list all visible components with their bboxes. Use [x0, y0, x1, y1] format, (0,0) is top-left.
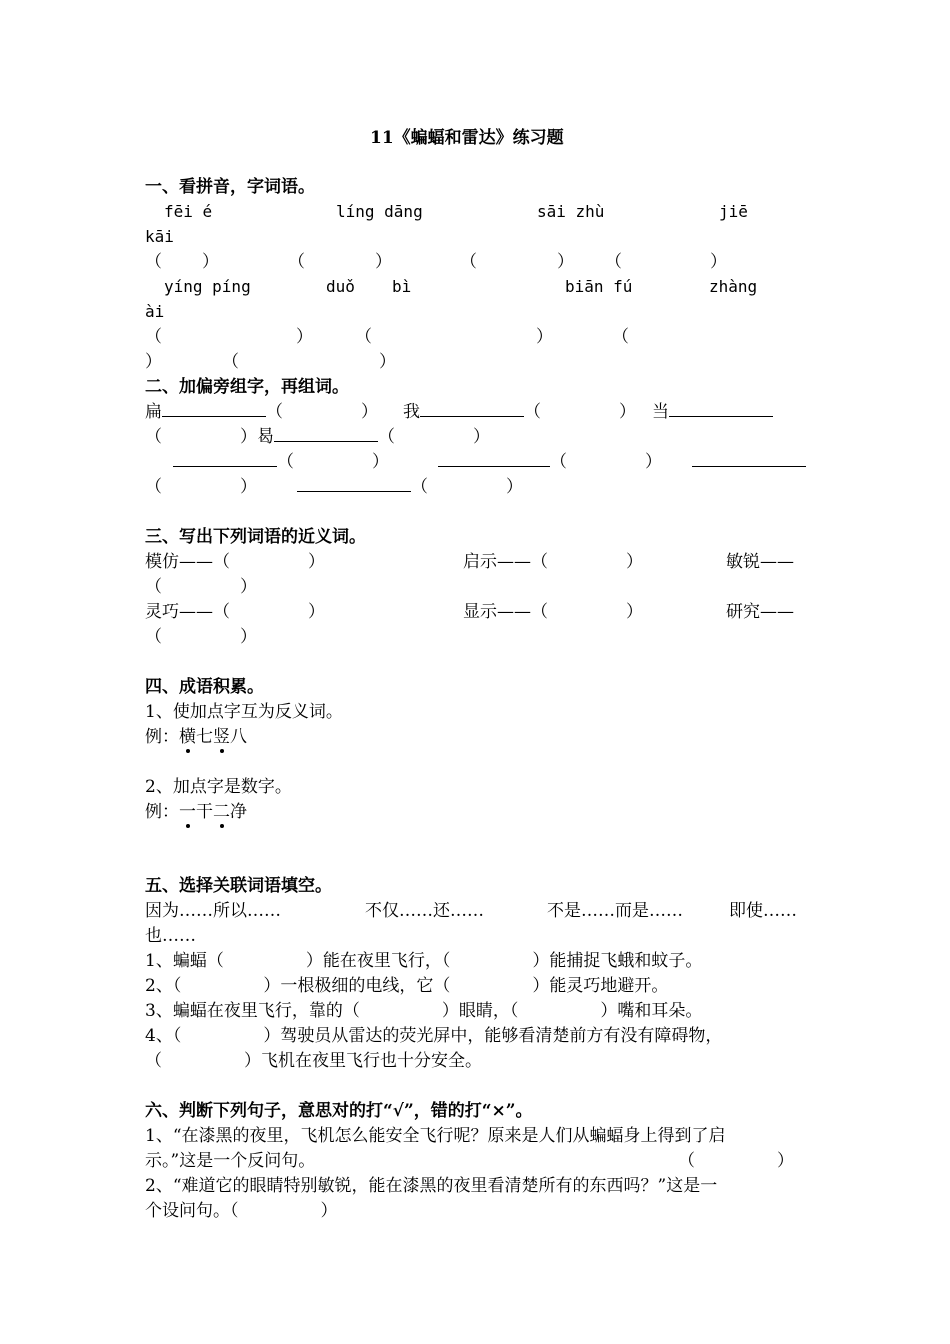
fill-sentence-3: 3、蝙蝠在夜里飞行，靠的（ ）眼睛，（ ）嘴和耳朵。 — [145, 1001, 703, 1021]
synonym-xianshi: 显示——（ ） — [463, 602, 643, 622]
conjunction-option-3: 不是……而是…… — [547, 901, 683, 921]
section-3-heading: 三、写出下列词语的近义词。 — [145, 527, 366, 547]
radical-row-3c — [692, 452, 806, 472]
page-title: 11《蝙蝠和雷达》练习题 — [370, 128, 564, 148]
answer-blank-7-open[interactable]: （ — [612, 327, 629, 347]
synonym-lingqiao: 灵巧——（ ） — [145, 602, 325, 622]
synonym-minrui: 敏锐—— — [726, 552, 794, 572]
judge-question-1-wrap: 示。”这是一个反问句。 — [145, 1151, 316, 1171]
idiom-example-1: 例：横七竖八 — [145, 727, 247, 747]
radical-row-3a: （ ） — [173, 452, 389, 472]
pinyin-kai: kāi — [145, 227, 174, 246]
section-2-heading: 二、加偏旁组字，再组词。 — [145, 377, 349, 397]
radical-blank-4[interactable] — [274, 427, 378, 442]
pinyin-bi: bì — [392, 277, 412, 296]
char-bian: 扁 — [145, 402, 162, 422]
radical-blank-2[interactable] — [420, 402, 524, 417]
radical-blank-5[interactable] — [173, 452, 277, 467]
section-6-heading: 六、判断下列句子，意思对的打“√”，错的打“×”。 — [145, 1101, 533, 1121]
synonym-minrui-blank[interactable]: （ ） — [145, 577, 257, 597]
synonym-yanjiu: 研究—— — [726, 602, 794, 622]
answer-blank-6[interactable]: （ ） — [355, 327, 553, 347]
radical-row-2: （ ）曷 （ ） — [145, 427, 490, 447]
answer-blank-4[interactable]: （ ） — [605, 252, 727, 272]
radical-blank-8[interactable] — [297, 477, 411, 492]
conjunction-option-4-wrap: 也…… — [145, 926, 196, 946]
section-1-heading: 一、看拼音，字词语。 — [145, 177, 315, 197]
pinyin-duo: duǒ — [326, 277, 355, 296]
synonym-yanjiu-blank[interactable]: （ ） — [145, 627, 257, 647]
pinyin-lingdang: líng dāng — [336, 202, 423, 221]
radical-blank-3[interactable] — [669, 402, 773, 417]
radical-blank-6[interactable] — [438, 452, 550, 467]
radical-row-1c — [652, 402, 773, 422]
char-he: 曷 — [257, 427, 274, 447]
radical-row-3b: （ ） — [438, 452, 662, 472]
pinyin-saizhu: sāi zhù — [537, 202, 605, 221]
section-4-heading: 四、成语积累。 — [145, 677, 264, 697]
fill-sentence-4: 4、（ ）驾驶员从雷达的荧光屏中，能够看清楚前方有没有障碍物， — [145, 1026, 723, 1046]
idiom-question-2: 2、加点字是数字。 — [145, 777, 292, 797]
judge-question-2: 2、“难道它的眼睛特别敏锐，能在漆黑的夜里看清楚所有的东西吗？”这是一 — [145, 1176, 718, 1196]
char-dang: 当 — [652, 402, 669, 422]
answer-blank-5[interactable]: （ ） — [145, 327, 313, 347]
answer-blank-8[interactable]: （ ） — [222, 352, 396, 372]
pinyin-jie: jiē — [719, 202, 748, 221]
char-wo: 我 — [403, 402, 420, 422]
answer-blank-2[interactable]: （ ） — [288, 252, 392, 272]
pinyin-ai: ài — [145, 302, 165, 321]
idiom-question-1: 1、使加点字互为反义词。 — [145, 702, 343, 722]
judge-question-2-wrap: 个设问句。（ ） — [145, 1201, 338, 1221]
section-5-heading: 五、选择关联词语填空。 — [145, 876, 332, 896]
radical-blank-7[interactable] — [692, 452, 806, 467]
answer-blank-1[interactable]: （ ） — [145, 252, 219, 272]
conjunction-option-2: 不仅……还…… — [365, 901, 484, 921]
radical-blank-1[interactable] — [162, 402, 266, 417]
conjunction-option-4: 即使…… — [729, 901, 797, 921]
judge-answer-1[interactable]: （ ） — [678, 1151, 794, 1171]
pinyin-bianfu: biān fú — [565, 277, 633, 296]
answer-blank-3[interactable]: （ ） — [460, 252, 574, 272]
radical-row-4: （ ） （ ） — [145, 477, 523, 497]
pinyin-zhang: zhàng — [709, 277, 758, 296]
fill-sentence-4-wrap: （ ）飞机在夜里飞行也十分安全。 — [145, 1051, 482, 1071]
radical-row-1: 扁 （ ） — [145, 402, 378, 422]
idiom-example-2: 例：一干二净 — [145, 802, 247, 822]
answer-blank-7-close[interactable]: ） — [145, 352, 162, 372]
judge-question-1: 1、“在漆黑的夜里，飞机怎么能安全飞行呢？原来是人们从蝙蝠身上得到了启 — [145, 1126, 726, 1146]
synonym-qishi: 启示——（ ） — [463, 552, 643, 572]
pinyin-feie: fēi é — [164, 202, 213, 221]
conjunction-option-1: 因为……所以…… — [145, 901, 281, 921]
synonym-mofang: 模仿——（ ） — [145, 552, 325, 572]
fill-sentence-1: 1、蝙蝠（ ）能在夜里飞行，（ ）能捕捉飞蛾和蚊子。 — [145, 951, 703, 971]
pinyin-yingping: yíng píng — [164, 277, 251, 296]
fill-sentence-2: 2、（ ）一根极细的电线，它（ ）能灵巧地避开。 — [145, 976, 669, 996]
radical-row-1b: 我 （ ） — [403, 402, 636, 422]
